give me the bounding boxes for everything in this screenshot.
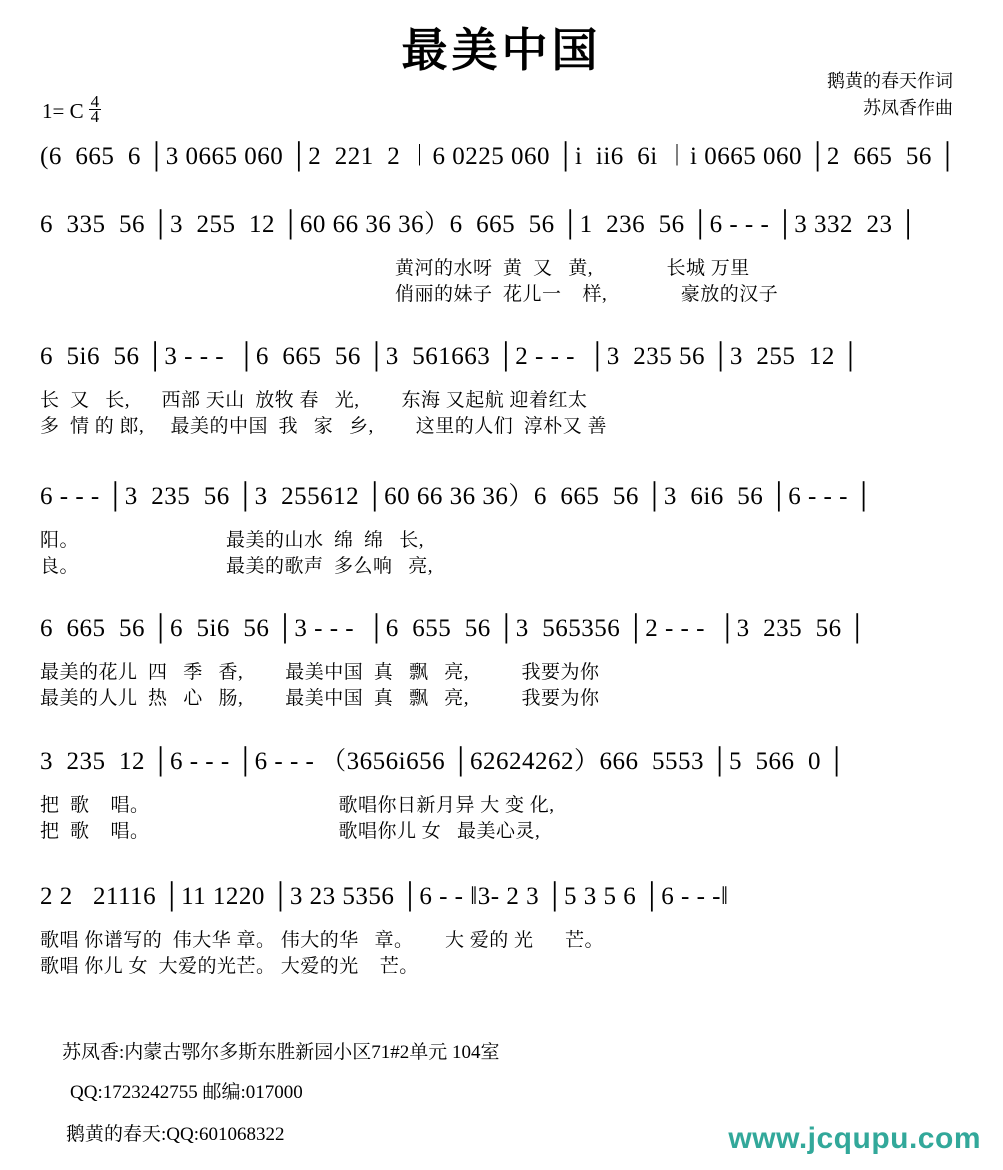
key-label: 1= C [42,99,84,123]
music-system-7 [40,880,965,980]
lyric-line-verse2: 歌唱 你儿 女 大爱的光芒。 大爱的光 芒。 [40,956,419,977]
lyricist-label: 鹅黄的春天作词 [827,71,953,91]
note-line: 6 - - - │3 235 56 │3 255612 │60 66 36 36）6 665 56 │3 6i6 56 │6 - - - │ [40,483,873,510]
note-line: 2 2 21116 │11 1220 │3 23 5356 │6 - - ‖3- 2 3 │5 3 5 6 │6 - - -‖ [40,883,729,910]
time-signature [89,92,102,126]
note-line: 6 5i6 56 │3 - - - │6 665 56 │3 561663 │2 - - - │3 235 56 │3 255 12 │ [40,343,860,370]
lyric-line-verse1: 把 歌 唱。 歌唱你日新月异 大 变 化, [40,795,555,816]
lyric-line-verse2: 把 歌 唱。 歌唱你儿 女 最美心灵, [40,821,541,842]
lyric-line-verse1: 阳。 最美的山水 绵 绵 长, [40,530,425,551]
lyric-line-verse1: 长 又 长, 西部 天山 放牧 春 光, 东海 又起航 迎着红太 [40,390,588,411]
key-signature [42,92,101,126]
site-watermark: www.jcqupu.com [728,1122,981,1155]
note-line: 6 665 56 │6 5i6 56 │3 - - - │6 655 56 │3 565356 │2 - - - │3 235 56 │ [40,615,867,642]
note-line: 6 335 56 │3 255 12 │60 66 36 36）6 665 56 │1 236 56 │6 - - - │3 332 23 │ [40,211,918,238]
music-system-4 [40,480,965,580]
note-line: (6 665 6 │3 0665 060 │2 221 2 ︱6 0225 060 │i ii6 6i ︱i 0665 060 │2 665 56 │ [40,143,957,170]
lyric-line-verse2: 俏丽的妹子 花儿一 样, 豪放的汉子 [395,284,779,305]
time-signature-numerator: 4 [90,92,100,111]
music-system-6 [40,745,965,845]
lyric-line-verse1: 黄河的水呀 黄 又 黄, 长城 万里 [395,258,750,279]
lyric-line-verse2: 良。 最美的歌声 多么响 亮, [40,556,434,577]
credits [827,68,953,122]
time-signature-denominator: 4 [90,107,100,126]
composer-label: 苏凤香作曲 [863,98,953,118]
footer-contact: QQ:1723242755 邮编:017000 [70,1082,303,1103]
music-system-5 [40,612,965,712]
music-system-1 [40,140,965,174]
note-line: 3 235 12 │6 - - - │6 - - - （3656i656 │62624262）666 5553 │5 566 0 │ [40,748,846,775]
footer-address: 苏凤香:内蒙古鄂尔多斯东胜新园小区71#2单元 104室 [62,1042,500,1063]
lyric-line-verse2: 多 情 的 郎, 最美的中国 我 家 乡, 这里的人们 淳朴又 善 [40,416,608,437]
footer-lyricist-contact: 鹅黄的春天:QQ:601068322 [66,1124,285,1145]
music-system-2 [40,208,965,308]
lyric-line-verse1: 歌唱 你谱写的 伟大华 章。 伟大的华 章。 大 爱的 光 芒。 [40,930,605,951]
page-title: 最美中国 [401,25,602,76]
music-system-3 [40,340,965,440]
lyric-line-verse2: 最美的人儿 热 心 肠, 最美中国 真 飘 亮, 我要为你 [40,688,600,709]
lyric-line-verse1: 最美的花儿 四 季 香, 最美中国 真 飘 亮, 我要为你 [40,662,600,683]
